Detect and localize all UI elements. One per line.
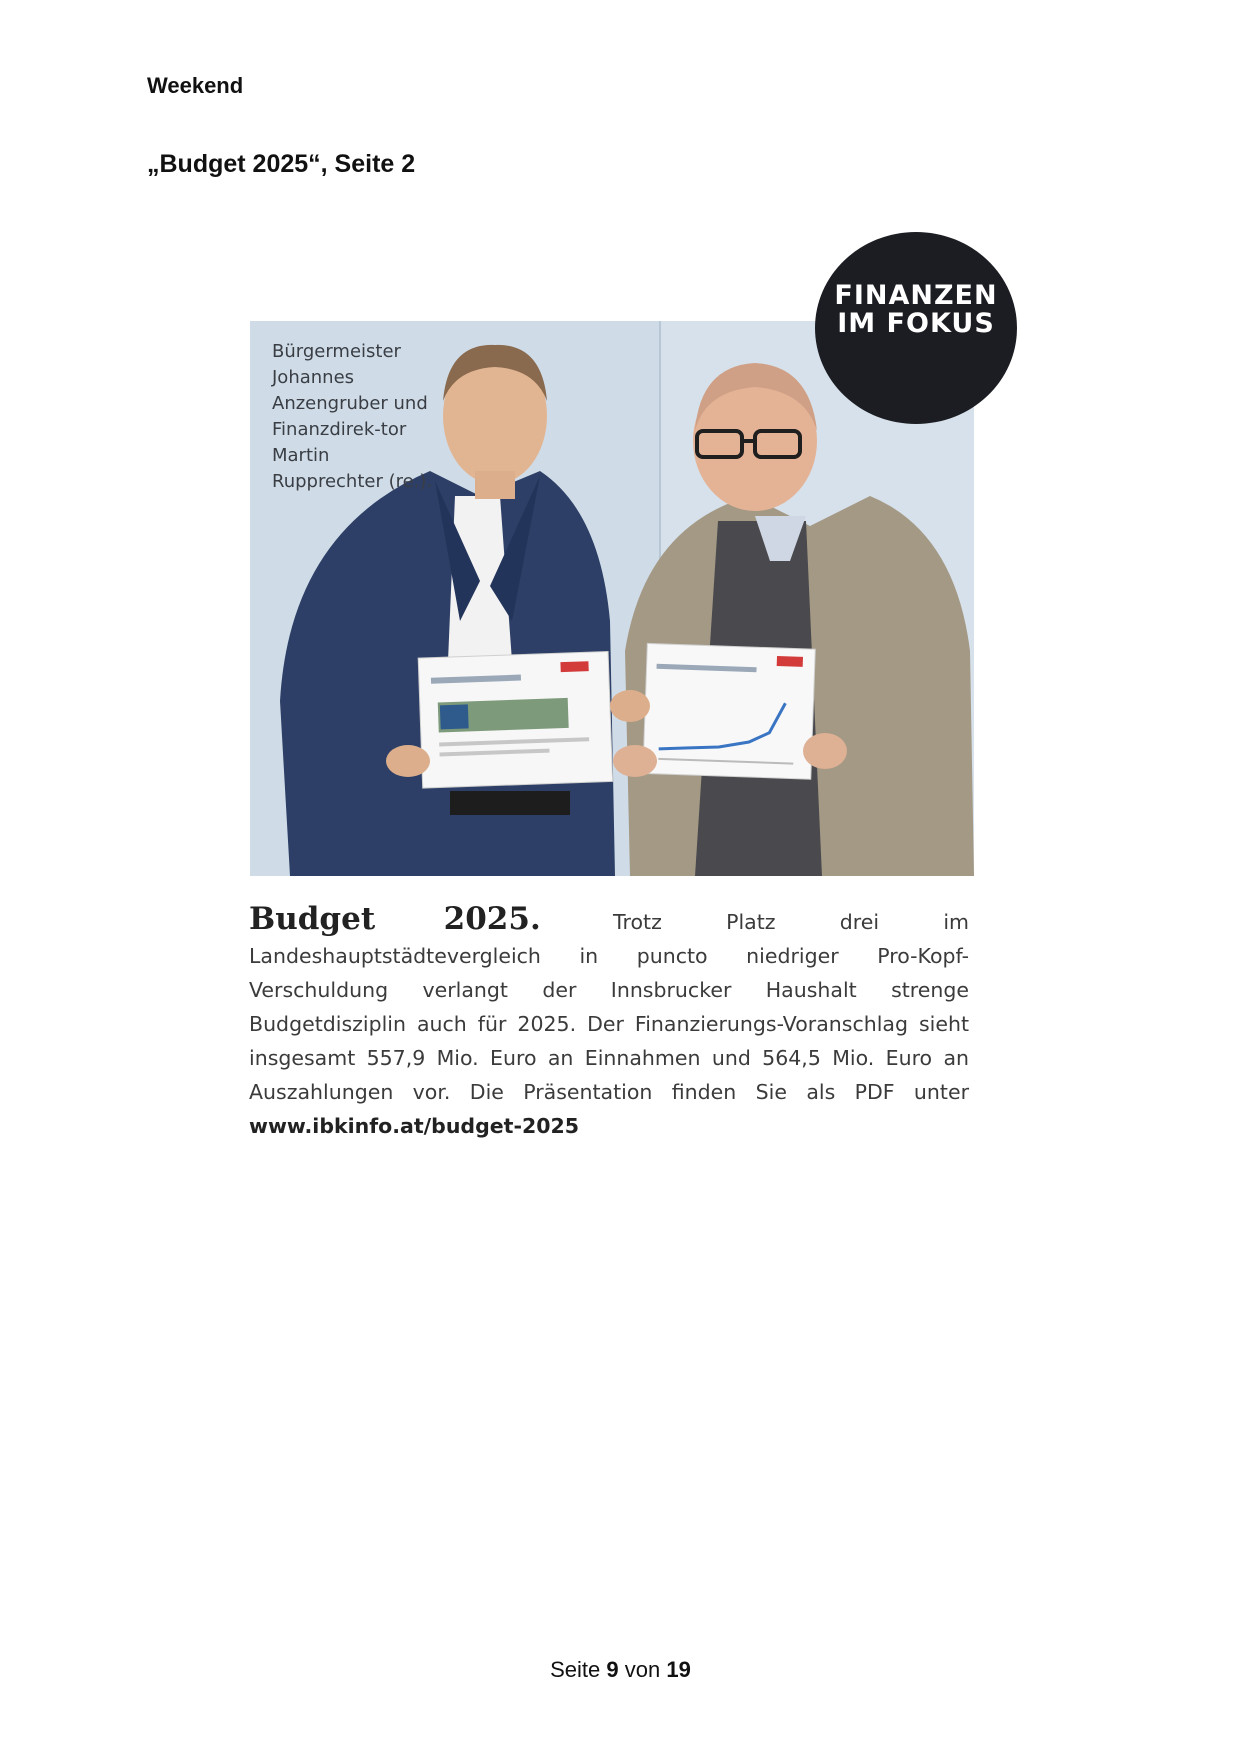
- document-title: „Budget 2025“, Seite 2: [147, 150, 416, 178]
- footer-prefix: Seite: [550, 1657, 601, 1682]
- footer-total: 19: [666, 1657, 691, 1682]
- article-lead: Budget 2025.: [249, 901, 541, 937]
- section-label: Weekend: [147, 73, 244, 98]
- article-url[interactable]: www.ibkinfo.at/budget-2025: [249, 1114, 580, 1138]
- article-text: [249, 902, 969, 1143]
- article-body: Trotz Platz drei im Landeshauptstädtevergleich in puncto niedriger Pro-Kopf-Verschuldung verlangt der Innsbrucker Haushalt strenge Budgetdisziplin auch für 2025. Der Finanzierungs-Voranschlag sieht insgesamt 557,9 Mio. Euro an Einnahmen und 564,5 Mio. Euro an Auszahlungen vor. Die Präsentation finden Sie als PDF unter: [249, 910, 969, 1104]
- badge-line-1: FINANZEN: [834, 280, 998, 311]
- photo-caption: Bürgermeister Johannes Anzengruber und Finanzdirek-tor Martin Rupprechter (re.).: [272, 341, 433, 492]
- finanzen-im-fokus-badge: [815, 232, 1017, 424]
- badge-line-2: IM FOKUS: [837, 308, 995, 339]
- footer-page: 9: [606, 1657, 619, 1682]
- page-number: [0, 1657, 1241, 1683]
- footer-middle: von: [624, 1657, 661, 1682]
